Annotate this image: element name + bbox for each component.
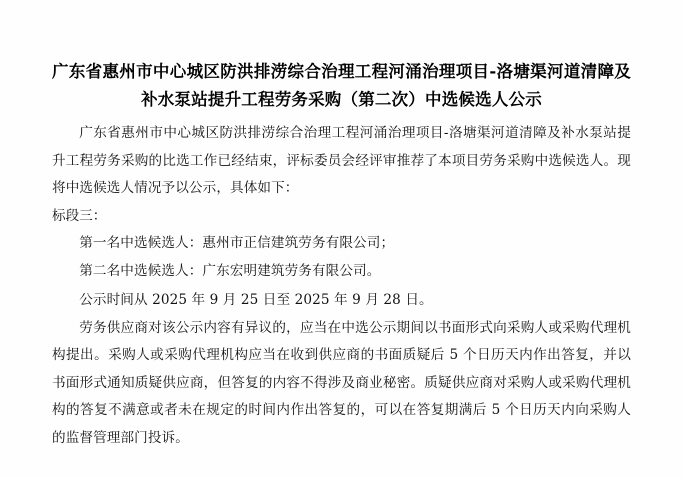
intro-paragraph: 广东省惠州市中心城区防洪排涝综合治理工程河涌治理项目-洛塘渠河道清障及补水泵站提升工程劳务采购的比选工作已经结束，评标委员会经评审推荐了本项目劳务采购中选候选人。现将中选候选人情况予以公示，具体如下： [52,125,631,196]
candidate-first: 第一名中选候选人：惠州市正信建筑劳务有限公司； [79,235,395,251]
page-title: 广东省惠州市中心城区防洪排涝综合治理工程河涌治理项目-洛塘渠河道清障及补水泵站提升工程劳务采购（第二次）中选候选人公示 [52,62,631,109]
objection-paragraph: 劳务供应商对该公示内容有异议的，应当在中选公示期间以书面形式向采购人或采购代理机构提出。采购人或采购代理机构应当在收到供应商的书面质疑后 5 个日历天内作出答复，并以书面形式通知质疑供应商，但答复的内容不得涉及商业秘密。质疑供应商对采购人或采购代理机构的答复不满意或者未在规定的时间内作出答复的，可以在答复期满后 5 个日历天内向采购人的监督管理部门投诉。 [52,319,631,446]
notice-period: 公示时间从 2025 年 9 月 25 日至 2025 年 9 月 28 日。 [79,292,433,308]
section-label: 标段三： [52,207,107,224]
candidate-second: 第二名中选候选人：广东宏明建筑劳务有限公司。 [79,262,381,279]
